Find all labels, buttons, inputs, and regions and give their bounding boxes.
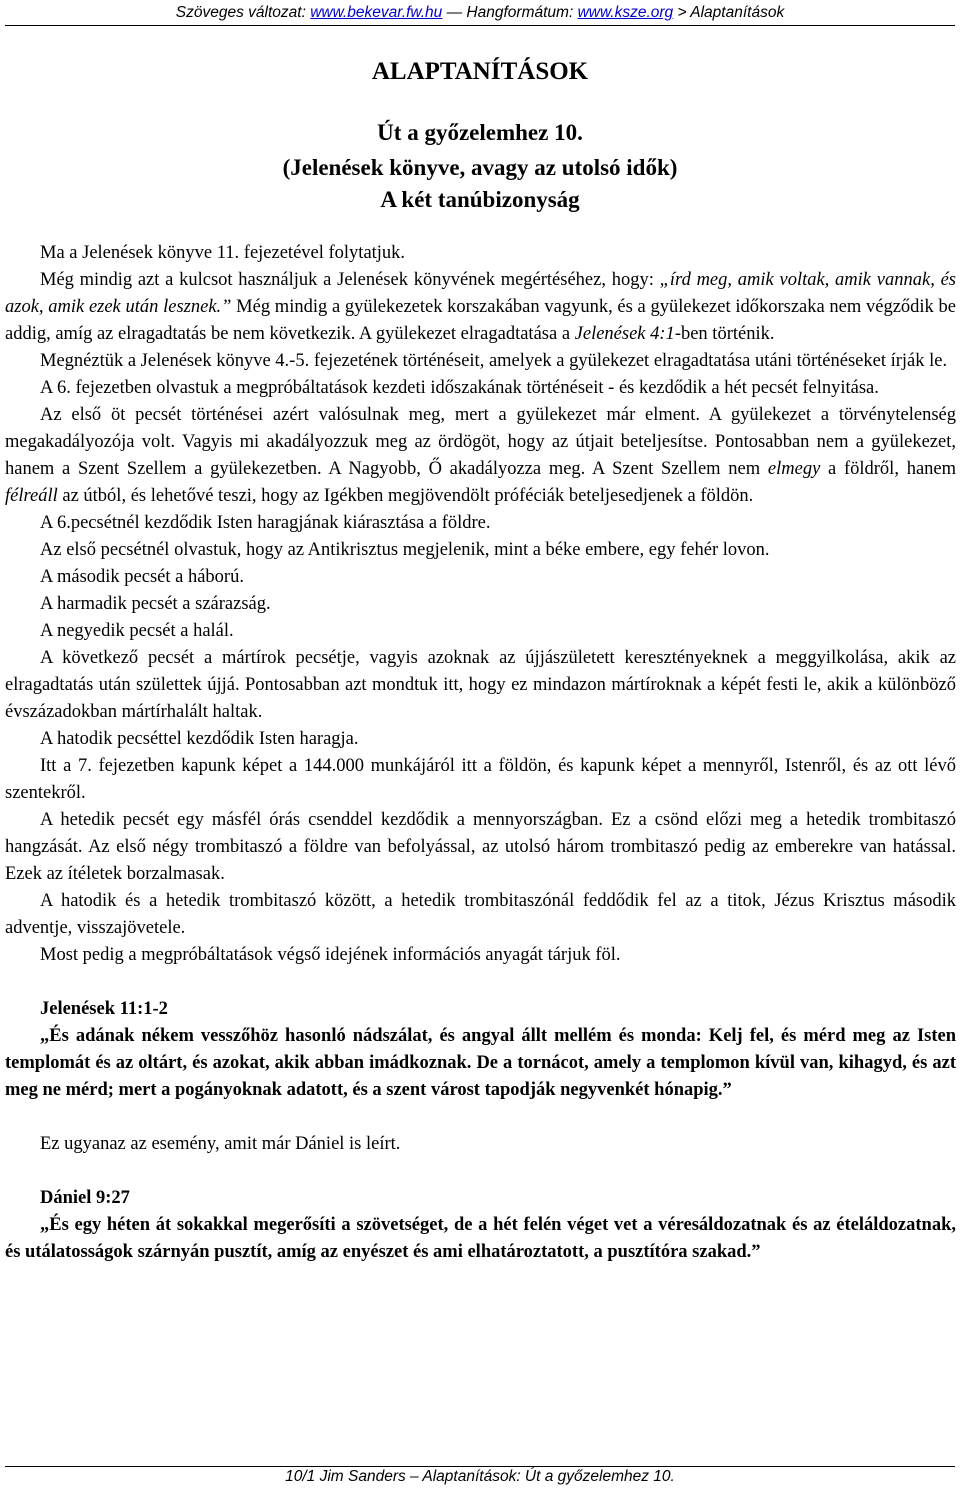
emphasis: elmegy	[767, 459, 821, 479]
header-divider	[5, 25, 955, 26]
paragraph: Ma a Jelenések könyve 11. fejezetével folytatjuk.	[40, 243, 406, 263]
page-footer: 10/1 Jim Sanders – Alaptanítások: Út a győzelemhez 10.	[285, 1468, 675, 1485]
paragraph: Ez ugyanaz az esemény, amit már Dániel is leírt.	[40, 1134, 401, 1154]
scripture-reference: Jelenések 4:1	[574, 324, 675, 344]
paragraph: A hatodik és a hetedik trombitaszó között, a hetedik trombitaszónál feddődik fel az a titok, Jézus Krisztus második adventje, visszajövetele.	[5, 891, 956, 938]
subtitle-line-1: Út a győzelemhez 10.	[377, 120, 583, 145]
document-title: ALAPTANÍTÁSOK	[371, 58, 589, 85]
text-run: Az első öt pecsét történései azért valósulnak meg, mert a gyülekezet már elment. A gyülekezet a törvénytelenség megakadályozója volt. Vagyis mi akadályozzuk meg az ördögöt, hogy az útjait beteljesítse. Pontosabban nem a gyülekezet, hanem a Szent Szellem a gyülekezetben. A Nagyobb, Ő akadályozza meg. A Szent Szellem nem	[5, 405, 956, 479]
spacer	[5, 1104, 956, 1131]
scripture-quote: „És egy héten át sokakkal megerősíti a szövetséget, de a hét felén véget vet a véresáldozatnak és az ételáldozatnak, és utálatosságok szárnyán pusztít, amíg az enyészet és ami elhatároztatott, a pusztítóra szakad.”	[5, 1215, 956, 1262]
text-run: -ben történik.	[674, 324, 775, 344]
paragraph: A hetedik pecsét egy másfél órás csenddel kezdődik a mennyországban. Ez a csönd előzi meg a hetedik trombitaszó hangzását. Az első négy trombitaszó a földre van befolyással, az utolsó három trombitaszó pedig az emberekre van hatással. Ezek az ítéletek borzalmasak.	[5, 810, 956, 884]
paragraph	[5, 267, 956, 348]
paragraph: Megnéztük a Jelenések könyve 4.-5. fejezetének történéseit, amelyek a gyülekezet elragadtatása utáni történéseket írják le.	[40, 351, 948, 371]
paragraph: A harmadik pecsét a szárazság.	[40, 594, 271, 614]
paragraph: Az első pecsétnél olvastuk, hogy az Antikrisztus megjelenik, mint a béke embere, egy fehér lovon.	[40, 540, 770, 560]
subtitle-line-2: (Jelenések könyve, avagy az utolsó idők)	[282, 155, 678, 180]
paragraph	[5, 402, 956, 510]
text-run: a földről, hanem	[820, 459, 957, 479]
emphasis: félreáll	[5, 486, 58, 506]
paragraph: A negyedik pecsét a halál.	[40, 621, 234, 641]
document-body	[5, 240, 956, 1266]
paragraph: Itt a 7. fejezetben kapunk képet a 144.000 munkájáról itt a földön, és kapunk képet a mennyről, Istenről, és az ott lévő szentekről.	[5, 756, 956, 803]
key-quote: „írd meg, amik voltak, amik vannak, és azok, amik ezek után lesznek.”	[5, 270, 956, 317]
scripture-heading: Jelenések 11:1-2	[40, 999, 168, 1019]
header-middle: — Hangformátum:	[442, 4, 578, 21]
paragraph: A hatodik pecséttel kezdődik Isten haragja.	[40, 729, 359, 749]
paragraph: A 6. fejezetben olvastuk a megpróbáltatások kezdeti időszakának történéseit - és kezdődik a hét pecsét felnyitása.	[40, 378, 879, 398]
text-run: az útból, és lehetővé teszi, hogy az Igékben megjövendölt próféciák beteljesedjenek a földön.	[57, 486, 754, 506]
subtitle-line-3: A két tanúbizonyság	[380, 187, 580, 212]
header-suffix: > Alaptanítások	[673, 4, 785, 21]
text-run: Még mindig azt a kulcsot használjuk a Jelenések könyvének megértéséhez, hogy:	[40, 270, 660, 290]
header-prefix: Szöveges változat:	[175, 4, 311, 21]
scripture-heading: Dániel 9:27	[40, 1188, 130, 1208]
paragraph: A következő pecsét a mártírok pecsétje, vagyis azoknak az újjászületett keresztényeknek a meggyilkolása, akik az elragadtatás után születtek újjá. Pontosabban azt mondtuk itt, hogy ez mindazon mártíroknak a képét festi le, akik a különböző évszázadokban mártírhalált haltak.	[5, 648, 956, 722]
paragraph: A második pecsét a háború.	[40, 567, 244, 587]
text-run: Még mindig a gyülekezetek korszakában vagyunk, és a gyülekezet időkorszaka nem végződik be addig, amíg az elragadtatás be nem következik. A gyülekezet elragadtatása a	[5, 297, 956, 344]
ksze-link[interactable]: www.ksze.org	[577, 4, 674, 21]
spacer	[5, 1158, 956, 1185]
bekevar-link[interactable]: www.bekevar.fw.hu	[310, 4, 443, 21]
paragraph: Most pedig a megpróbáltatások végső idejének információs anyagát tárjuk föl.	[40, 945, 621, 965]
page-header	[0, 3, 960, 23]
scripture-quote: „És adának nékem vesszőhöz hasonló nádszálat, és angyal állt mellém és monda: Kelj fel, és mérd meg az Isten templomát és az oltárt, és azokat, akik abban imádkoznak. De a tornácot, amely a templomon kívül van, kihagyd, és azt meg ne mérd; mert a pogányoknak adatott, és a szent várost tapodják negyvenkét hónapig.”	[5, 1026, 956, 1100]
paragraph: A 6.pecsétnél kezdődik Isten haragjának kiárasztása a földre.	[40, 513, 491, 533]
spacer	[5, 969, 956, 996]
